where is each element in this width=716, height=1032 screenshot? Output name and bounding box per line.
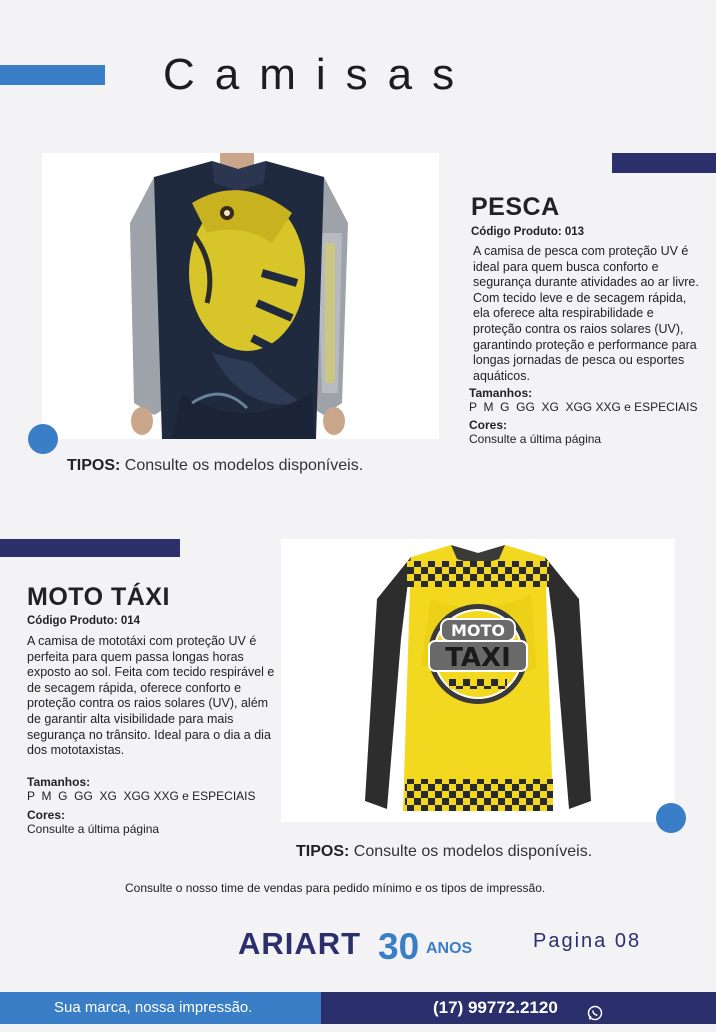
pesca-sizes-label: Tamanhos: xyxy=(469,386,533,400)
pesca-accent-dot xyxy=(28,424,58,454)
brand-name: ARIART xyxy=(238,926,362,961)
moto-accent-bar xyxy=(0,539,180,557)
badge-taxi-text: TAXI xyxy=(445,643,511,673)
pesca-sizes: P M G GG XG XGG XXG e ESPECIAIS xyxy=(469,400,698,414)
whatsapp-icon xyxy=(587,1000,603,1016)
moto-tipos xyxy=(296,843,592,861)
pesca-colors: Consulte a última página xyxy=(469,432,602,446)
sales-notice: Consulte o nosso time de vendas para pedido mínimo e os tipos de impressão. xyxy=(125,881,546,895)
pesca-title: PESCA xyxy=(471,193,560,221)
pesca-description: A camisa de pesca com proteção UV é ideal para quem busca conforto e segurança durante atividades ao ar livre. Com tecido leve e de secagem rápida, ela oferece alta respirabilidade e proteção contra os raios solares (UV), garantindo proteção e performance para longas jornadas de pesca ou esportes aquáticos. xyxy=(473,244,699,383)
moto-colors-label: Cores: xyxy=(27,808,66,822)
brand-logo xyxy=(238,926,498,970)
brand-years-label: ANOS xyxy=(426,940,473,957)
pesca-code: Código Produto: 013 xyxy=(471,226,585,238)
page-number: Pagina 08 xyxy=(533,930,642,952)
brand-years: 30 xyxy=(378,926,420,967)
pesca-shirt-image xyxy=(42,153,439,439)
moto-description: A camisa de mototáxi com proteção UV é perfeita para quem passa longas horas exposto ao sol. Feita com tecido respirável e de secagem rápida, oferece conforto e proteção contra os raios solares (UV), além de garantir alta visibilidade para mais segurança no trânsito. Ideal para o dia a dia dos mototaxistas. xyxy=(27,634,275,758)
pesca-accent-bar xyxy=(612,153,716,173)
footer-phone: (17) 99772.2120 xyxy=(433,998,558,1017)
moto-title: MOTO TÁXI xyxy=(27,583,170,611)
moto-sizes-label: Tamanhos: xyxy=(27,775,91,789)
moto-shirt-image xyxy=(281,539,675,822)
fishing-shirt-illustration xyxy=(42,153,439,439)
moto-colors: Consulte a última página xyxy=(27,822,160,836)
moto-code: Código Produto: 014 xyxy=(27,615,141,627)
pesca-tipos-label: TIPOS: xyxy=(67,457,121,474)
footer-contact xyxy=(321,992,716,1024)
moto-accent-dot xyxy=(656,803,686,833)
page-title: Camisas xyxy=(163,50,475,99)
moto-sizes: P M G GG XG XGG XXG e ESPECIAIS xyxy=(27,789,256,803)
title-accent-bar xyxy=(0,65,105,85)
pesca-colors-label: Cores: xyxy=(469,418,508,432)
moto-tipos-text: Consulte os modelos disponíveis. xyxy=(349,843,593,860)
badge-moto-text: MOTO xyxy=(450,621,506,640)
moto-tipos-label: TIPOS: xyxy=(296,843,350,860)
footer-slogan: Sua marca, nossa impressão. xyxy=(0,992,321,1024)
pesca-tipos xyxy=(67,457,363,475)
taxi-shirt-illustration xyxy=(281,539,675,822)
pesca-tipos-text: Consulte os modelos disponíveis. xyxy=(120,457,364,474)
